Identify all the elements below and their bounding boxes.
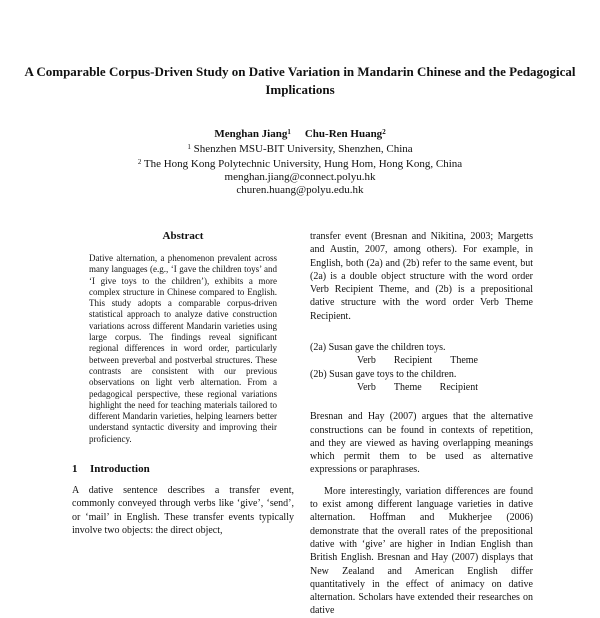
- example-2a: (2a) Susan gave the children toys.: [310, 342, 446, 354]
- section-number: 1: [72, 463, 78, 476]
- right-column: [310, 230, 533, 618]
- left-column: [72, 230, 294, 537]
- gloss-word: Recipient: [439, 381, 478, 393]
- author-sup: 1: [287, 128, 291, 136]
- author-block: [0, 126, 600, 197]
- author-name: Chu-Ren Huang: [304, 128, 383, 140]
- affiliation-sup: 1: [187, 143, 191, 151]
- section-title: Introduction: [90, 463, 150, 476]
- gloss-2b: [310, 381, 533, 394]
- author-names: [0, 126, 600, 141]
- affiliation: [0, 156, 600, 171]
- affiliation-text: The Hong Kong Polytechnic University, Hung Hom, Hong Kong, China: [143, 158, 463, 170]
- affiliation-text: Shenzhen MSU-BIT University, Shenzhen, China: [193, 143, 413, 155]
- gloss-word: Recipient: [393, 355, 433, 367]
- gloss-word: Theme: [450, 355, 478, 367]
- example-2b: (2b) Susan gave toys to the children.: [310, 368, 457, 380]
- paragraph: Bresnan and Hay (2007) argues that the alternative constructions can be found in contexts of repetition, and they are viewed as having overlapping meanings which permit them to be used as alternative expressions or paraphrases.: [310, 411, 533, 476]
- author-email: menghan.jiang@connect.polyu.hk: [224, 171, 376, 183]
- paper-title: A Comparable Corpus-Driven Study on Dative Variation in Mandarin Chinese and the Pedagogical Implications: [24, 64, 576, 97]
- gloss-word: Verb: [357, 355, 376, 367]
- gloss-2a: [310, 354, 533, 367]
- gloss-word: Theme: [393, 381, 422, 393]
- paragraph: More interestingly, variation differences are found to exist among different language varieties in dative alternation. Hoffman and Mukherjee (2006) demonstrate that the overall rates of the prepositional dative with ‘give’ are higher in Indian English than British English. Bresnan and Hay (2007) displays that New Zealand and American English differ quantitatively in the effect of animacy on dative alternation. Scholars have extended their researches on dative: [310, 485, 533, 617]
- section-heading: [72, 462, 294, 476]
- introduction-text: A dative sentence describes a transfer event, commonly conveyed through verbs like ‘give’, ‘send’, or ‘mail’ in English. These transfer events typically involve two objects: the direct object,: [72, 485, 294, 536]
- gloss-word: Verb: [357, 381, 376, 393]
- paragraph: transfer event (Bresnan and Nikitina, 2003; Margetts and Austin, 2007, among others). For example, in English, both (2a) and (2b) refer to the same event, but (2a) is a double object structure with the word order Verb Recipient Theme, and (2b) is a prepositional dative structure with the word order Verb Theme Recipient.: [310, 231, 533, 322]
- author-name: Menghan Jiang: [214, 128, 288, 140]
- abstract-heading: Abstract: [162, 230, 204, 242]
- affiliation: [0, 141, 600, 156]
- affiliation-sup: 2: [137, 158, 142, 166]
- author-sup: 2: [382, 128, 386, 136]
- abstract-text: Dative alternation, a phenomenon prevalent across many languages (e.g., ‘I gave the children toys’ and ‘I give toys to the children’), exhibits a more complex structure in Chinese compared to English. This study adopts a comparable corpus-driven statistical approach to analyze dative construction variations across different Mandarin varieties using large corpus. The findings reveal significant regional differences in word order, particularly between preverbal and postverbal structures. These contrasts are consistent with our previous observations on light verb alternation. From a pedagogical perspective, these regional variations highlight the need for teaching materials tailored to different Mandarin varieties, helping learners better understand syntactic diversity and improving their proficiency.: [89, 253, 277, 444]
- author-email: churen.huang@polyu.edu.hk: [236, 184, 364, 196]
